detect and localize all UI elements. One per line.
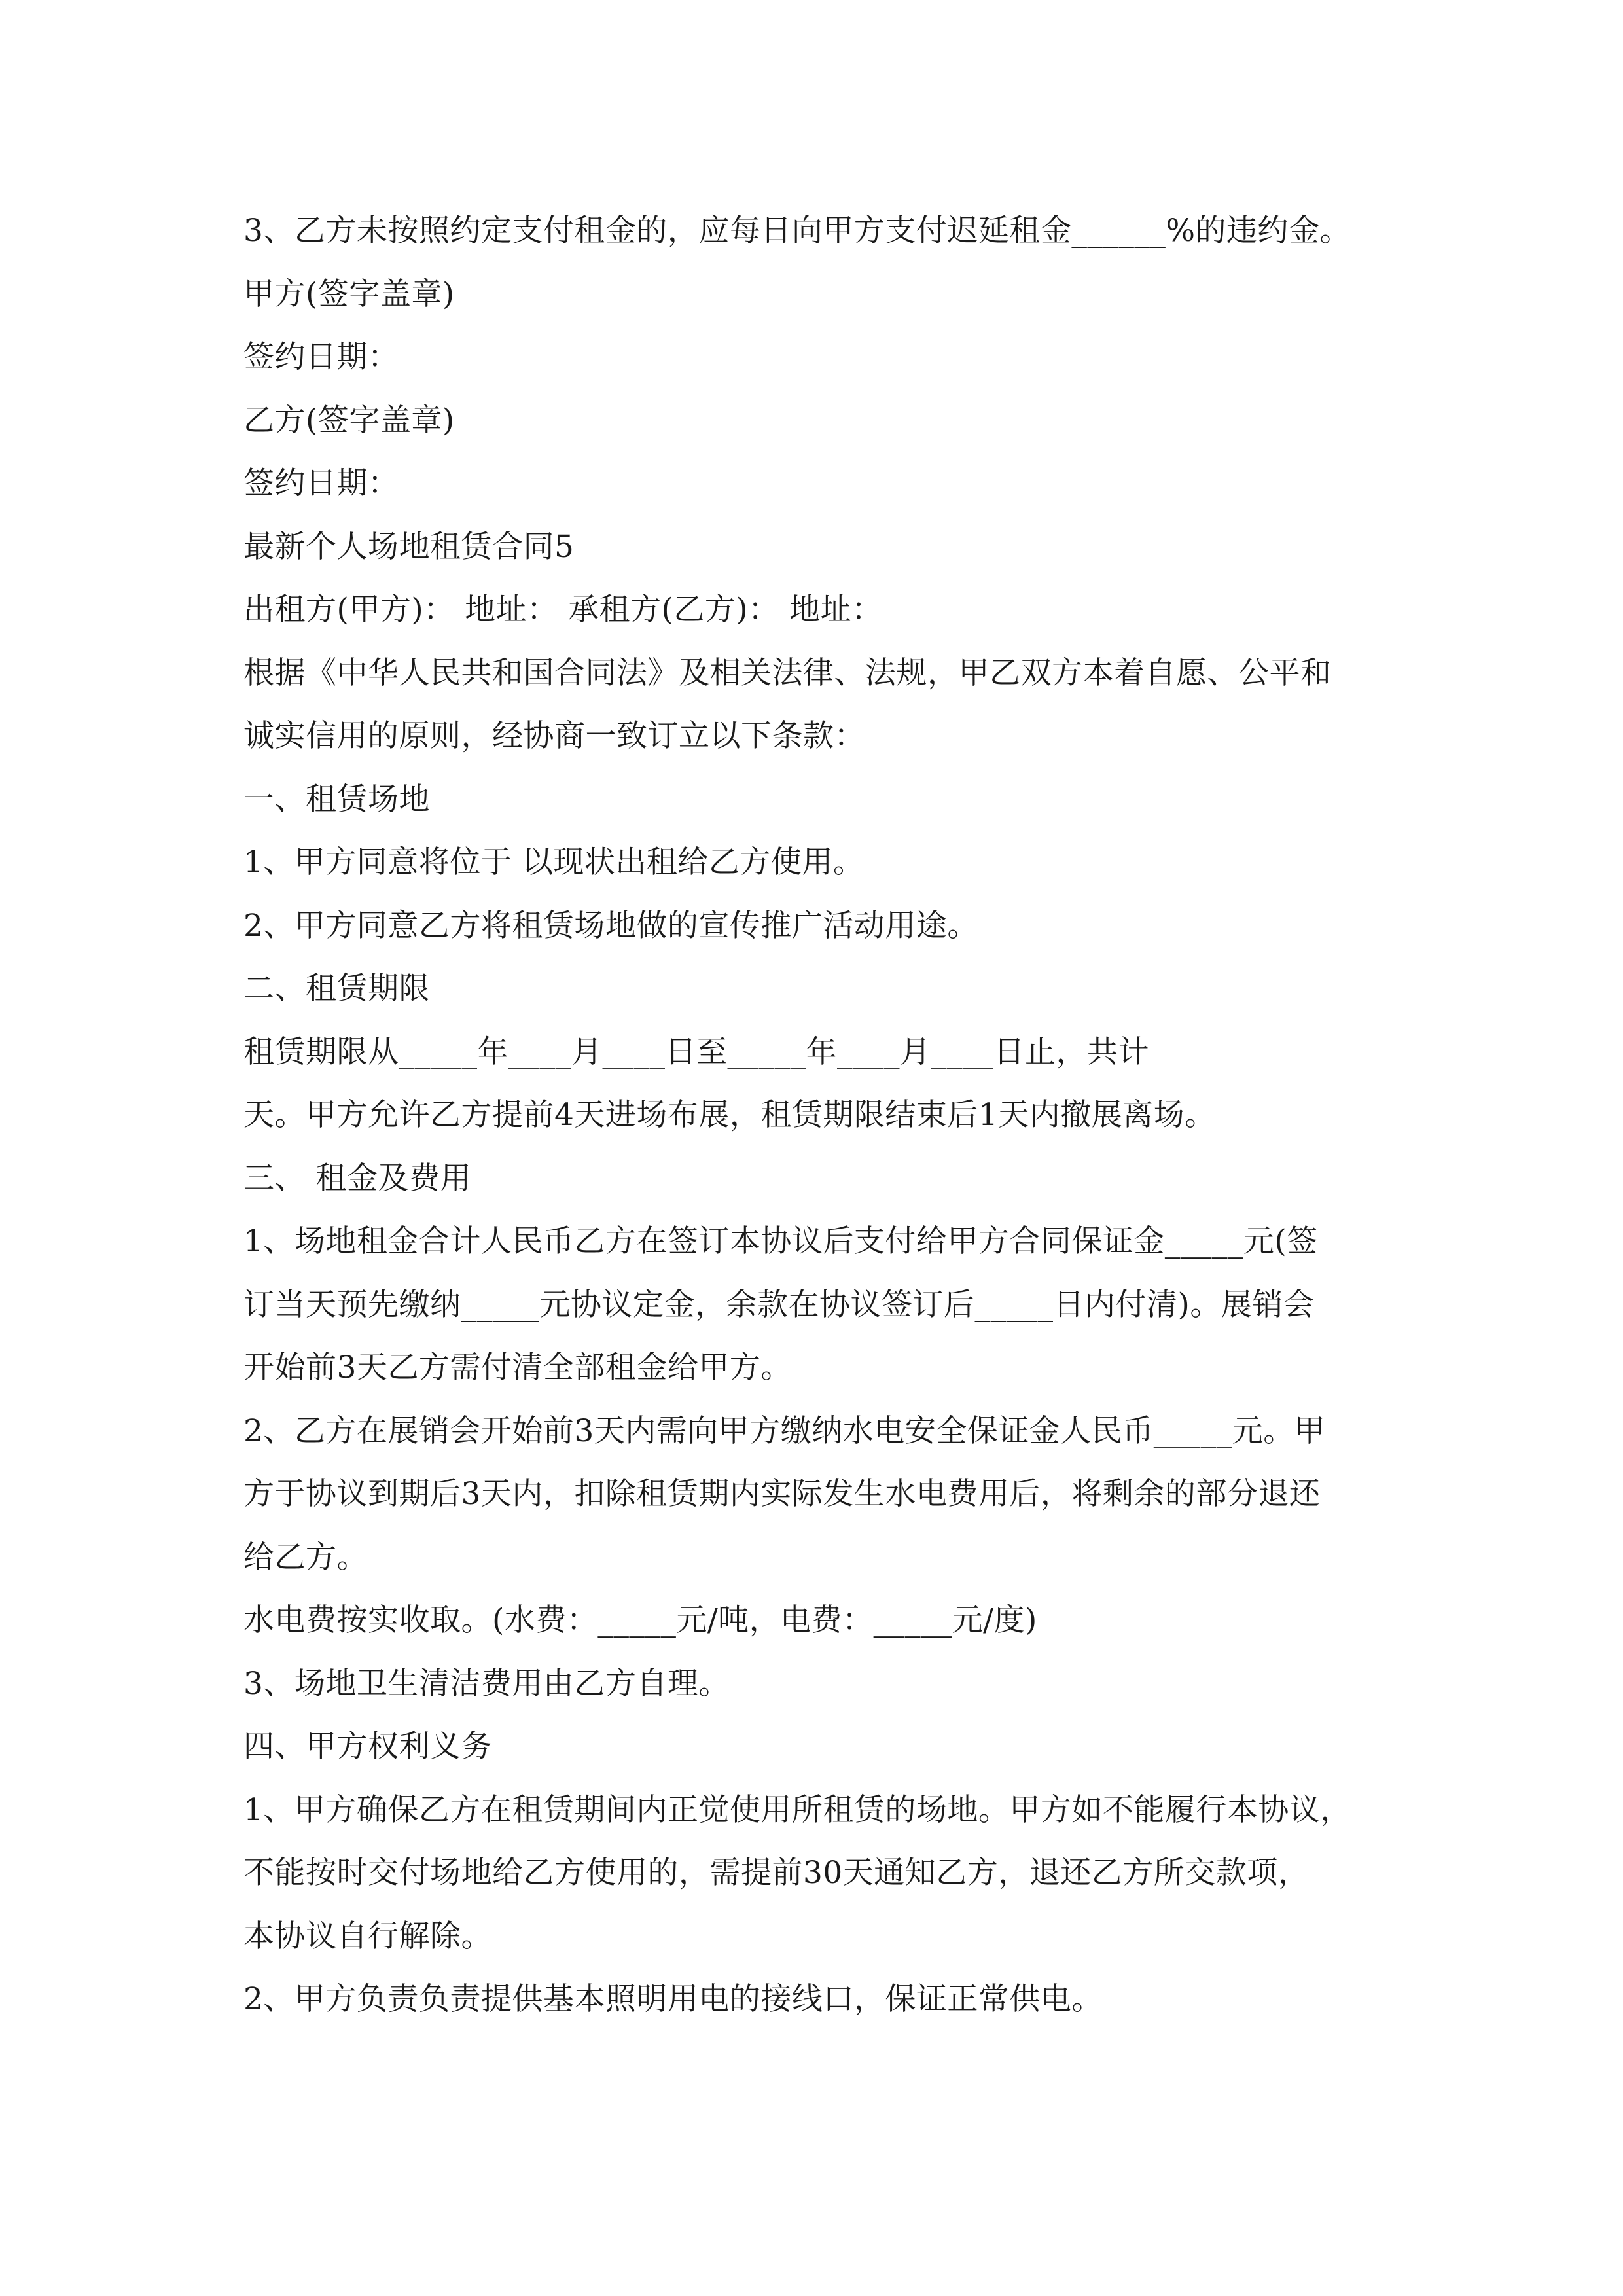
party-a-clause-1-line-2: 不能按时交付场地给乙方使用的，需提前30天通知乙方，退还乙方所交款项，: [243, 1855, 1310, 1891]
preamble-line-1: 根据《中华人民共和国合同法》及相关法律、法规，甲乙双方本着自愿、公平和: [243, 655, 1332, 691]
party-a-clause-1-line-3: 本协议自行解除。: [243, 1918, 492, 1954]
clause-late-rent-penalty: 3、乙方未按照约定支付租金的，应每日向甲方支付迟延租金______%的违约金。: [243, 213, 1351, 249]
parties-address-line: 出租方(甲方)： 地址： 承租方(乙方)： 地址：: [243, 592, 883, 628]
party-b-sign-date-label: 签约日期：: [243, 465, 399, 501]
party-b-signature-label: 乙方(签字盖章): [243, 402, 455, 439]
term-clause-line-2: 天。甲方允许乙方提前4天进场布展，租赁期限结束后1天内撤展离场。: [243, 1097, 1216, 1133]
party-a-signature-label: 甲方(签字盖章): [243, 276, 455, 312]
rent-clause-1-line-3: 开始前3天乙方需付清全部租金给甲方。: [243, 1350, 792, 1386]
rent-clause-2-line-3: 给乙方。: [243, 1539, 368, 1575]
party-a-clause-2: 2、甲方负责负责提供基本照明用电的接线口，保证正常供电。: [243, 1981, 1103, 2017]
rent-clause-1-line-2: 订当天预先缴纳_____元协议定金，余款在协议签订后_____日内付清)。展销会: [243, 1286, 1315, 1323]
rent-clause-2-line-1: 2、乙方在展销会开始前3天内需向甲方缴纳水电安全保证金人民币_____元。甲: [243, 1412, 1326, 1449]
term-clause-line-1: 租赁期限从_____年____月____日至_____年____月____日止，共计: [243, 1033, 1149, 1070]
section-heading-term: 二、租赁期限: [243, 971, 430, 1007]
section-heading-rent-fees: 三、 租金及费用: [243, 1160, 471, 1196]
party-a-sign-date-label: 签约日期：: [243, 339, 399, 375]
preamble-line-2: 诚实信用的原则，经协商一致订立以下条款：: [243, 718, 865, 754]
rent-clause-3: 3、场地卫生清洁费用由乙方自理。: [243, 1665, 730, 1702]
venue-clause-2: 2、甲方同意乙方将租赁场地做的宣传推广活动用途。: [243, 907, 978, 944]
rent-clause-1-line-1: 1、场地租金合计人民币乙方在签订本协议后支付给甲方合同保证金_____元(签: [243, 1223, 1318, 1259]
rent-clause-2-line-2: 方于协议到期后3天内，扣除租赁期内实际发生水电费用后，将剩余的部分退还: [243, 1476, 1321, 1512]
utility-fee-line: 水电费按实收取。(水费：_____元/吨，电费：_____元/度): [243, 1602, 1037, 1638]
venue-clause-1: 1、甲方同意将位于 以现状出租给乙方使用。: [243, 844, 865, 880]
section-heading-venue: 一、租赁场地: [243, 781, 430, 817]
contract-title: 最新个人场地租赁合同5: [243, 528, 575, 565]
document-body: [243, 200, 1408, 2032]
section-heading-party-a-rights: 四、甲方权利义务: [243, 1729, 492, 1765]
party-a-clause-1-line-1: 1、甲方确保乙方在租赁期间内正觉使用所租赁的场地。甲方如不能履行本协议，: [243, 1791, 1351, 1828]
